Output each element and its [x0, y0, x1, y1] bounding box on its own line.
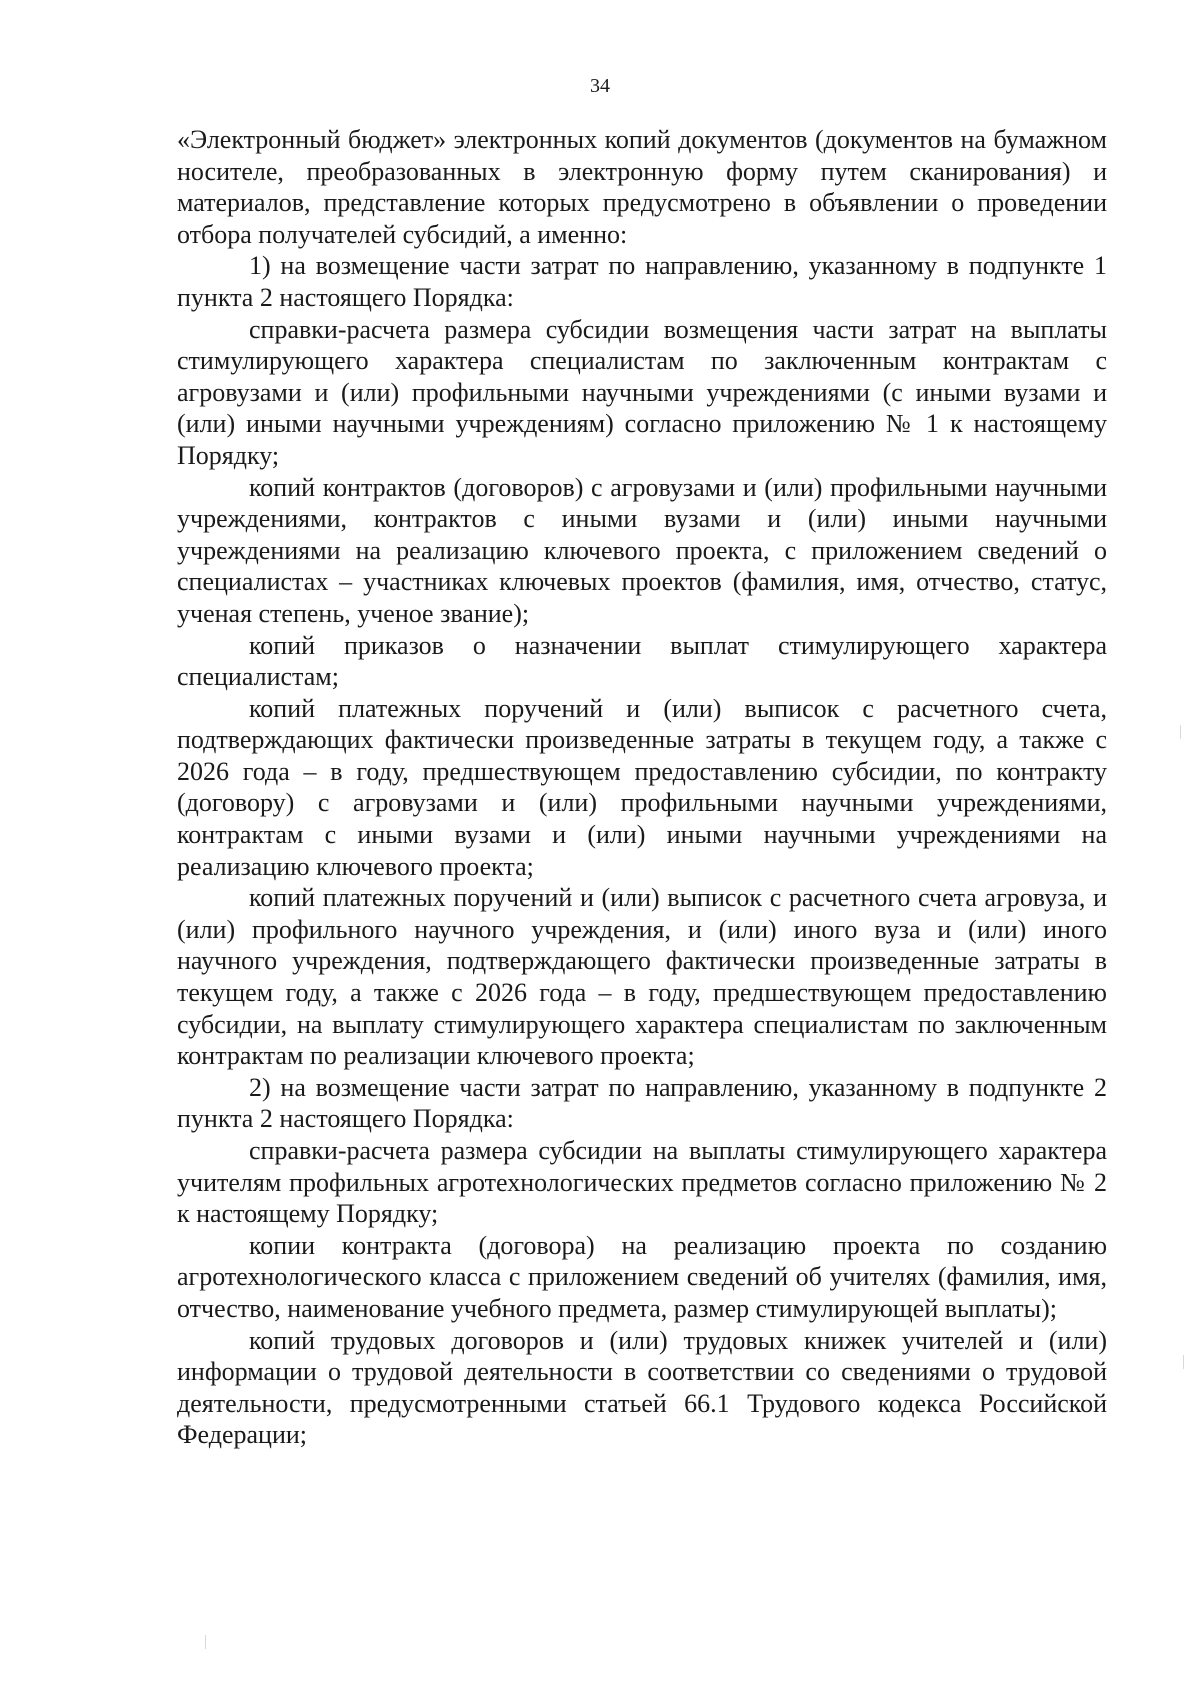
paragraph-order-copies: копий приказов о назначении выплат стимулирующего характера специалистам;	[177, 630, 1107, 692]
document-body	[177, 124, 1107, 1451]
scan-mark-bottom-left	[205, 1635, 206, 1649]
paragraph-subsidy-calculation-certificate: справки-расчета размера субсидии возмещения части затрат на выплаты стимулирующего характера специалистам по заключенным контрактам с агровузами и (или) профильными научными учреждениями (с иными вузами и (или) иными научными учреждениям) согласно приложению № 1 к настоящему Порядку;	[177, 314, 1107, 470]
scan-mark-right-upper	[1180, 725, 1181, 739]
paragraph-teacher-subsidy-certificate: справки-расчета размера субсидии на выплаты стимулирующего характера учителям профильных агротехнологических предметов согласно приложению № 2 к настоящему Порядку;	[177, 1136, 1107, 1229]
scan-mark-right-lower	[1183, 1355, 1184, 1369]
paragraph-item-1-heading: 1) на возмещение части затрат по направлению, указанному в подпункте 1 пункта 2 настоящего Порядка:	[177, 251, 1107, 312]
paragraph-payment-orders-institution: копий платежных поручений и (или) выписок с расчетного счета агровуза, и (или) профильного научного учреждения, и (или) иного вуза и (или) иного научного учреждения, подтверждающего фактически произведенные затраты в текущем году, а также с 2026 года – в году, предшествующем предоставлению субсидии, на выплату стимулирующего характера специалистам по заключенным контрактам по реализации ключевого проекта;	[177, 883, 1107, 1071]
paragraph-payment-orders-actual-costs: копий платежных поручений и (или) выписок с расчетного счета, подтверждающих фактически произведенные затраты в текущем году, а также с 2026 года – в году, предшествующем предоставлению субсидии, по контракту (договору) с агровузами и (или) профильными научными учреждениями, контрактам с иными вузами и (или) иными научными учреждениями на реализацию ключевого проекта;	[177, 693, 1107, 881]
paragraph-electronic-budget-documents: «Электронный бюджет» электронных копий документов (документов на бумажном носителе, преобразованных в электронную форму путем сканирования) и материалов, представление которых предусмотрено в объявлении о проведении отбора получателей субсидий, а именно:	[177, 125, 1107, 249]
paragraph-agrotech-class-contract: копии контракта (договора) на реализацию проекта по созданию агротехнологического класса с приложением сведений об учителях (фамилия, имя, отчество, наименование учебного предмета, размер стимулирующей выплаты);	[177, 1230, 1107, 1323]
page-number: 34	[590, 75, 610, 97]
paragraph-contract-copies: копий контрактов (договоров) с агровузами и (или) профильными научными учреждениями, контрактов с иными вузами и (или) иными научными учреждениями на реализацию ключевого проекта, с приложением сведений о специалистах – участниках ключевых проектов (фамилия, имя, отчество, статус, ученая степень, ученое звание);	[177, 472, 1107, 628]
paragraph-item-2-heading: 2) на возмещение части затрат по направлению, указанному в подпункте 2 пункта 2 настоящего Порядка:	[177, 1072, 1107, 1134]
paragraph-employment-documents: копий трудовых договоров и (или) трудовых книжек учителей и (или) информации о трудовой деятельности в соответствии со сведениями о трудовой деятельности, предусмотренными статьей 66.1 Трудового кодекса Российской Федерации;	[177, 1325, 1107, 1450]
